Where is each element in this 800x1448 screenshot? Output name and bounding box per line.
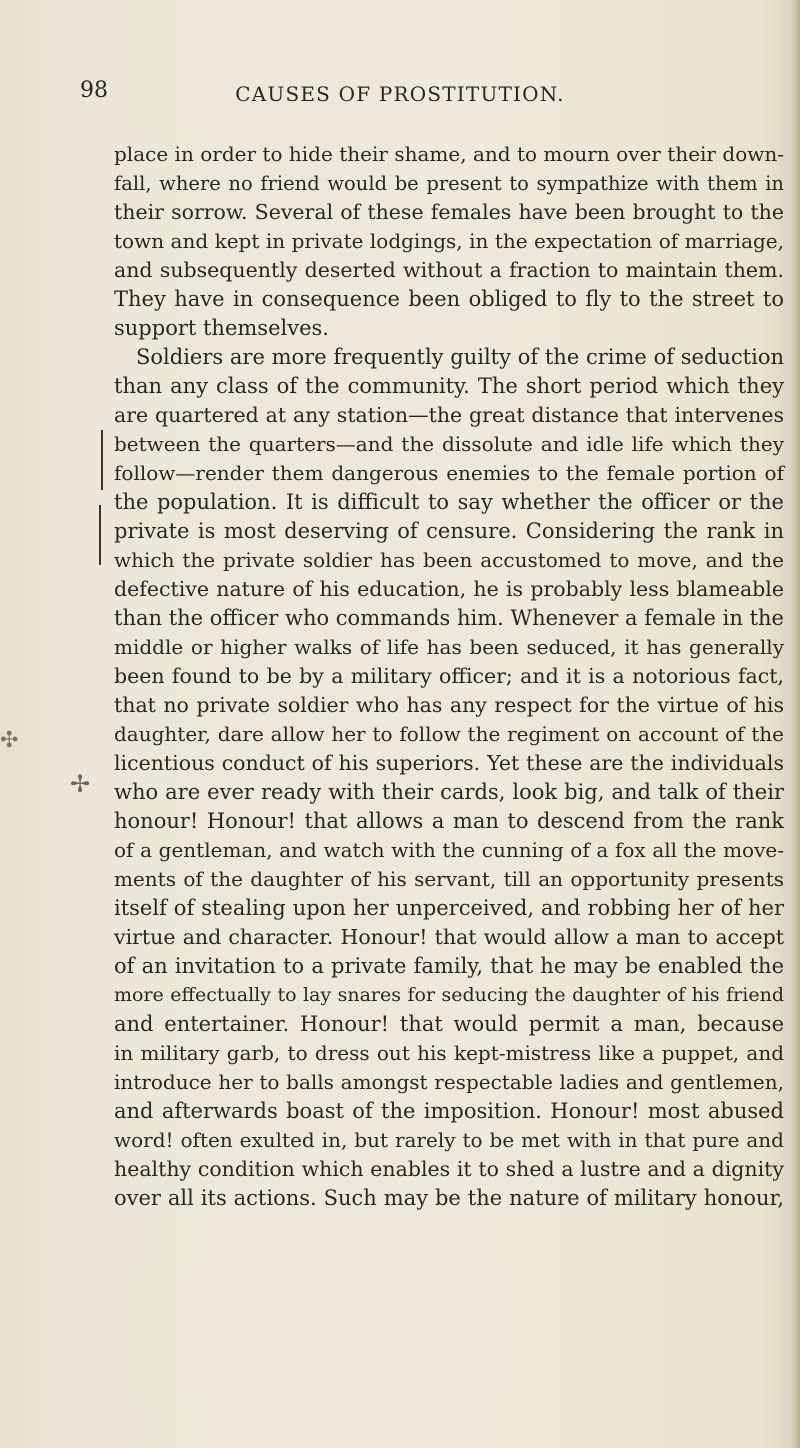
text-line: follow—render them dangerous enemies to the female portion of <box>114 461 784 485</box>
margin-rule <box>99 505 101 565</box>
text-line: than any class of the community. The short period which they <box>114 374 784 398</box>
text-line: fall, where no friend would be present to sympathize with them in <box>114 172 784 195</box>
text-line: in military garb, to dress out his kept-mistress like a puppet, and <box>114 1041 784 1065</box>
running-title: CAUSES OF PROSTITUTION. <box>235 82 565 106</box>
text-line: been found to be by a military officer; and it is a notorious fact, <box>114 664 784 688</box>
text-line: town and kept in private lodgings, in the expectation of marriage, <box>114 229 784 253</box>
text-line: Soldiers are more frequently guilty of the crime of seduction <box>136 345 784 369</box>
text-line: honour! Honour! that allows a man to descend from the rank <box>114 809 784 833</box>
margin-annotation-mark: ✢ <box>70 770 91 798</box>
page-edge-shadow <box>790 0 800 1448</box>
text-line: who are ever ready with their cards, look big, and talk of their <box>114 780 784 804</box>
text-line: of an invitation to a private family, that he may be enabled the <box>114 954 784 978</box>
text-line: and entertainer. Honour! that would permit a man, because <box>114 1012 784 1036</box>
text-line: more effectually to lay snares for seducing the daughter of his friend <box>114 984 784 1006</box>
text-line: daughter, dare allow her to follow the regiment on account of the <box>114 722 784 746</box>
text-line: than the officer who commands him. Whenever a female in the <box>114 606 784 630</box>
text-line: of a gentleman, and watch with the cunning of a fox all the move- <box>114 838 784 862</box>
text-line: virtue and character. Honour! that would allow a man to accept <box>114 925 784 949</box>
text-line: healthy condition which enables it to shed a lustre and a dignity <box>114 1157 784 1181</box>
text-line: private is most deserving of censure. Considering the rank in <box>114 519 784 543</box>
text-line: that no private soldier who has any respect for the virtue of his <box>114 693 784 717</box>
text-line: between the quarters—and the dissolute and idle life which they <box>114 432 784 456</box>
text-line: licentious conduct of his superiors. Yet these are the individuals <box>114 751 784 775</box>
text-line: ments of the daughter of his servant, till an opportunity presents <box>114 867 784 891</box>
text-line: and afterwards boast of the imposition. Honour! most abused <box>114 1099 784 1123</box>
page-number: 98 <box>80 78 108 103</box>
text-line: introduce her to balls amongst respectable ladies and gentlemen, <box>114 1070 784 1094</box>
body-text <box>114 140 784 1213</box>
text-line: the population. It is difficult to say whether the officer or the <box>114 490 784 514</box>
text-line: support themselves. <box>114 316 329 340</box>
text-line: They have in consequence been obliged to fly to the street to <box>114 287 784 311</box>
text-line: middle or higher walks of life has been seduced, it has generally <box>114 635 784 659</box>
text-line: itself of stealing upon her unperceived, and robbing her of her <box>114 896 784 920</box>
text-line: place in order to hide their shame, and to mourn over their down- <box>114 142 784 166</box>
text-line: which the private soldier has been accustomed to move, and the <box>114 548 784 572</box>
margin-rule <box>101 430 103 490</box>
text-line: and subsequently deserted without a fraction to maintain them. <box>114 258 784 282</box>
text-line: defective nature of his education, he is probably less blameable <box>114 577 784 601</box>
text-line: their sorrow. Several of these females have been brought to the <box>114 200 784 224</box>
margin-annotation-mark: ✣ <box>0 728 19 753</box>
text-line: over all its actions. Such may be the nature of military honour, <box>114 1186 784 1210</box>
text-line: are quartered at any station—the great distance that intervenes <box>114 403 784 427</box>
text-line: word! often exulted in, but rarely to be met with in that pure and <box>114 1128 784 1152</box>
